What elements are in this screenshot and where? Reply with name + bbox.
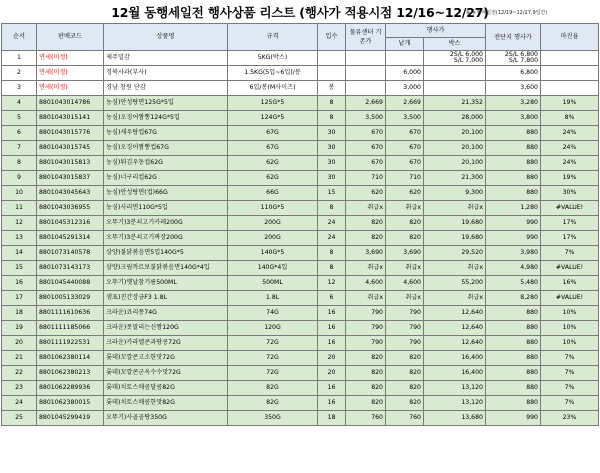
cell-dist-price: 620 xyxy=(346,186,386,201)
cell-no: 4 xyxy=(2,96,37,111)
cell-qty: 16 xyxy=(318,306,346,321)
cell-qty: 16 xyxy=(318,336,346,351)
table-row xyxy=(2,96,599,111)
cell-dist-price: 790 xyxy=(346,306,386,321)
cell-no: 18 xyxy=(2,306,37,321)
table-row xyxy=(2,291,599,306)
cell-spec: 1.8L xyxy=(228,291,318,306)
cell-code: 8801043015813 xyxy=(37,156,104,171)
cell-margin: 23% xyxy=(541,411,599,426)
cell-flyer-price: 2S/L 6,800 S/L 7,800 xyxy=(486,51,541,66)
cell-qty: 24 xyxy=(318,216,346,231)
cell-box-price: 19,680 xyxy=(424,216,486,231)
cell-name: 농심)새우탕컵67G xyxy=(104,126,228,141)
title-bar xyxy=(0,0,600,22)
cell-dist-price xyxy=(346,51,386,66)
cell-spec: 5KG(박스) xyxy=(228,51,318,66)
cell-code: 8801111185066 xyxy=(37,321,104,336)
cell-qty xyxy=(318,66,346,81)
table-row xyxy=(2,156,599,171)
cell-flyer-price: 880 xyxy=(486,186,541,201)
cell-flyer-price: 880 xyxy=(486,156,541,171)
table-row xyxy=(2,126,599,141)
cell-flyer-price: 990 xyxy=(486,216,541,231)
cell-spec: 67G xyxy=(228,141,318,156)
cell-box-price: 21,300 xyxy=(424,171,486,186)
cell-margin: 24% xyxy=(541,141,599,156)
cell-name: 롯데)꼬깔콘군옥수수맛72G xyxy=(104,366,228,381)
cell-no: 23 xyxy=(2,381,37,396)
cell-dist-price: 820 xyxy=(346,396,386,411)
cell-no: 21 xyxy=(2,351,37,366)
table-row xyxy=(2,81,599,96)
cell-margin xyxy=(541,66,599,81)
cell-no: 6 xyxy=(2,126,37,141)
cell-margin: 7% xyxy=(541,366,599,381)
table-row xyxy=(2,171,599,186)
table-row xyxy=(2,231,599,246)
cell-flyer-price: 5,480 xyxy=(486,276,541,291)
header-dist-price: 물류센터 기존가 xyxy=(346,24,386,51)
cell-each-price: 820 xyxy=(386,366,424,381)
cell-margin: 10% xyxy=(541,336,599,351)
cell-name: 농심)안성탕면125G*5입 xyxy=(104,96,228,111)
cell-name: 경남 창원 단감 xyxy=(104,81,228,96)
cell-flyer-price: 3,280 xyxy=(486,96,541,111)
cell-name: 농심)너구리컵62G xyxy=(104,171,228,186)
cell-box-price: 13,680 xyxy=(424,411,486,426)
cell-name: 농심)사리면110G*5입 xyxy=(104,201,228,216)
header-box: 박스 xyxy=(424,38,486,51)
cell-flyer-price: 4,980 xyxy=(486,261,541,276)
cell-flyer-price: 990 xyxy=(486,231,541,246)
cell-dist-price: 820 xyxy=(346,231,386,246)
cell-code: 면세(미정) xyxy=(37,81,104,96)
cell-qty: 16 xyxy=(318,321,346,336)
header-no: 순서 xyxy=(2,24,37,51)
cell-no: 17 xyxy=(2,291,37,306)
table-row xyxy=(2,111,599,126)
cell-code: 8801111610636 xyxy=(37,306,104,321)
cell-each-price: 820 xyxy=(386,351,424,366)
cell-spec: 350G xyxy=(228,411,318,426)
table-row xyxy=(2,411,599,426)
cell-box-price: 20,100 xyxy=(424,126,486,141)
cell-box-price: 취급x xyxy=(424,201,486,216)
cell-code: 8801062380114 xyxy=(37,351,104,366)
cell-qty: 30 xyxy=(318,171,346,186)
cell-dist-price: 취급x xyxy=(346,291,386,306)
cell-box-price: 취급x xyxy=(424,261,486,276)
cell-margin: 10% xyxy=(541,321,599,336)
cell-code: 8801045312316 xyxy=(37,216,104,231)
cell-name: 농심)오징어짬뽕124G*5입 xyxy=(104,111,228,126)
cell-flyer-price: 880 xyxy=(486,306,541,321)
cell-spec: 200G xyxy=(228,231,318,246)
cell-each-price: 790 xyxy=(386,336,424,351)
cell-code: 8801043015141 xyxy=(37,111,104,126)
cell-qty: 12 xyxy=(318,276,346,291)
cell-name: 오뚜기)옛날참기름500ML xyxy=(104,276,228,291)
cell-no: 2 xyxy=(2,66,37,81)
cell-flyer-price: 880 xyxy=(486,126,541,141)
header-margin: 마진율 xyxy=(541,24,599,51)
table-row xyxy=(2,336,599,351)
cell-code: 8801073143173 xyxy=(37,261,104,276)
cell-qty: 30 xyxy=(318,141,346,156)
cell-spec: 82G xyxy=(228,396,318,411)
cell-spec: 124G*5 xyxy=(228,111,318,126)
cell-margin xyxy=(541,81,599,96)
cell-margin: 7% xyxy=(541,351,599,366)
table-row xyxy=(2,201,599,216)
cell-each-price: 취급x xyxy=(386,291,424,306)
cell-code: 8801045440088 xyxy=(37,276,104,291)
cell-spec: 66G xyxy=(228,186,318,201)
cell-dist-price: 670 xyxy=(346,126,386,141)
cell-each-price: 760 xyxy=(386,411,424,426)
table-row xyxy=(2,186,599,201)
cell-code: 8801045299419 xyxy=(37,411,104,426)
cell-spec: 82G xyxy=(228,381,318,396)
cell-code: 8801043015776 xyxy=(37,126,104,141)
cell-name: 경북사과(부사) xyxy=(104,66,228,81)
cell-code: 8801062380213 xyxy=(37,366,104,381)
cell-spec: 120G xyxy=(228,321,318,336)
cell-flyer-price: 880 xyxy=(486,321,541,336)
cell-box-price: 12,640 xyxy=(424,306,486,321)
cell-no: 9 xyxy=(2,171,37,186)
cell-name: 농심)안성탕면(컵)66G xyxy=(104,186,228,201)
cell-qty: 봉 xyxy=(318,81,346,96)
cell-margin: 7% xyxy=(541,381,599,396)
cell-dist-price: 710 xyxy=(346,171,386,186)
cell-code: 8801073140578 xyxy=(37,246,104,261)
cell-flyer-price: 3,600 xyxy=(486,81,541,96)
cell-flyer-price: 880 xyxy=(486,366,541,381)
cell-name: 샘표)진간장금F3 1.8L xyxy=(104,291,228,306)
cell-each-price: 670 xyxy=(386,141,424,156)
cell-margin: 16% xyxy=(541,276,599,291)
table-row xyxy=(2,261,599,276)
cell-box-price: 13,120 xyxy=(424,381,486,396)
cell-name: 오뚜기)3분쇠고기짜장200G xyxy=(104,231,228,246)
cell-qty: 8 xyxy=(318,261,346,276)
cell-box-price: 19,680 xyxy=(424,231,486,246)
cell-each-price: 6,000 xyxy=(386,66,424,81)
cell-spec: 1.5KG(5입~6입)/봉 xyxy=(228,66,318,81)
cell-dist-price: 670 xyxy=(346,141,386,156)
table-row xyxy=(2,216,599,231)
cell-dist-price xyxy=(346,66,386,81)
table-row xyxy=(2,141,599,156)
table-row xyxy=(2,351,599,366)
cell-dist-price: 3,690 xyxy=(346,246,386,261)
cell-box-price: 29,520 xyxy=(424,246,486,261)
cell-each-price: 4,600 xyxy=(386,276,424,291)
header-name: 상품명 xyxy=(104,24,228,51)
table-row xyxy=(2,246,599,261)
cell-margin: #VALUE! xyxy=(541,201,599,216)
cell-no: 5 xyxy=(2,111,37,126)
cell-each-price: 670 xyxy=(386,126,424,141)
cell-dist-price: 취급x xyxy=(346,261,386,276)
cell-box-price: 21,352 xyxy=(424,96,486,111)
cell-flyer-price: 880 xyxy=(486,336,541,351)
cell-no: 10 xyxy=(2,186,37,201)
cell-no: 11 xyxy=(2,201,37,216)
cell-no: 13 xyxy=(2,231,37,246)
cell-each-price: 3,690 xyxy=(386,246,424,261)
cell-no: 8 xyxy=(2,156,37,171)
cell-flyer-price: 3,980 xyxy=(486,246,541,261)
cell-dist-price: 670 xyxy=(346,156,386,171)
cell-no: 25 xyxy=(2,411,37,426)
table-row xyxy=(2,51,599,66)
cell-spec: 110G*5 xyxy=(228,201,318,216)
cell-no: 16 xyxy=(2,276,37,291)
cell-margin: 24% xyxy=(541,156,599,171)
cell-each-price: 2,669 xyxy=(386,96,424,111)
table-row xyxy=(2,66,599,81)
cell-code: 8801111922531 xyxy=(37,336,104,351)
cell-flyer-price: 880 xyxy=(486,381,541,396)
cell-box-price: 20,100 xyxy=(424,141,486,156)
cell-no: 15 xyxy=(2,261,37,276)
cell-dist-price: 790 xyxy=(346,321,386,336)
cell-qty: 20 xyxy=(318,366,346,381)
cell-spec: 67G xyxy=(228,126,318,141)
cell-code: 면세(미정) xyxy=(37,51,104,66)
cell-margin: 8% xyxy=(541,111,599,126)
cell-code: 8801005133029 xyxy=(37,291,104,306)
cell-flyer-price: 8,280 xyxy=(486,291,541,306)
cell-margin: 19% xyxy=(541,171,599,186)
cell-name: 삼양)불닭볶음면5입140G*5 xyxy=(104,246,228,261)
cell-no: 24 xyxy=(2,396,37,411)
cell-box-price: 16,400 xyxy=(424,366,486,381)
cell-spec: 140G*4입 xyxy=(228,261,318,276)
cell-box-price: 2S/L 6,000 S/L 7,000 xyxy=(424,51,486,66)
cell-margin: #VALUE! xyxy=(541,261,599,276)
cell-no: 20 xyxy=(2,336,37,351)
cell-code: 8801043015745 xyxy=(37,141,104,156)
cell-each-price: 820 xyxy=(386,381,424,396)
cell-margin xyxy=(541,51,599,66)
cell-flyer-price: 6,800 xyxy=(486,66,541,81)
cell-qty: 8 xyxy=(318,246,346,261)
cell-no: 14 xyxy=(2,246,37,261)
cell-qty: 16 xyxy=(318,381,346,396)
cell-each-price: 790 xyxy=(386,321,424,336)
cell-box-price: 12,640 xyxy=(424,321,486,336)
cell-each-price: 710 xyxy=(386,171,424,186)
cell-name: 농심)튀김우동컵62G xyxy=(104,156,228,171)
cell-code: 8801045291314 xyxy=(37,231,104,246)
cell-spec: 6입/봉(M사이즈) xyxy=(228,81,318,96)
cell-name: 롯데)꼬깔콘고소한맛72G xyxy=(104,351,228,366)
cell-box-price: 16,400 xyxy=(424,351,486,366)
cell-qty: 30 xyxy=(318,126,346,141)
cell-name: 크라운)죠리퐁74G xyxy=(104,306,228,321)
cell-flyer-price: 990 xyxy=(486,411,541,426)
cell-dist-price xyxy=(346,81,386,96)
cell-each-price: 취급x xyxy=(386,261,424,276)
cell-spec: 74G xyxy=(228,306,318,321)
cell-spec: 62G xyxy=(228,156,318,171)
header-event-price: 행사가 xyxy=(386,24,486,38)
cell-code: 8801043036955 xyxy=(37,201,104,216)
cell-dist-price: 820 xyxy=(346,381,386,396)
cell-spec: 200G xyxy=(228,216,318,231)
header-row-top xyxy=(2,24,599,38)
cell-each-price: 790 xyxy=(386,306,424,321)
cell-name: 삼양)크림까르보불닭볶음면140G*4입 xyxy=(104,261,228,276)
cell-box-price: 28,000 xyxy=(424,111,486,126)
cell-name: 롯데)치토스매콤한맛82G xyxy=(104,396,228,411)
cell-dist-price: 820 xyxy=(346,351,386,366)
cell-flyer-price: 3,800 xyxy=(486,111,541,126)
header-flyer-price: 전단지 행사가 xyxy=(486,24,541,51)
cell-name: 크라운)카라멜콘과땅콩72G xyxy=(104,336,228,351)
cell-qty: 8 xyxy=(318,111,346,126)
cell-box-price: 9,300 xyxy=(424,186,486,201)
cell-box-price xyxy=(424,66,486,81)
cell-name: 오뚜기)3분쇠고기카레200G xyxy=(104,216,228,231)
cell-each-price: 취급x xyxy=(386,201,424,216)
cell-code: 8801062380015 xyxy=(37,396,104,411)
cell-each-price xyxy=(386,51,424,66)
cell-qty: 18 xyxy=(318,411,346,426)
header-code: 판매코드 xyxy=(37,24,104,51)
cell-qty: 24 xyxy=(318,231,346,246)
cell-margin: 10% xyxy=(541,306,599,321)
cell-each-price: 3,500 xyxy=(386,111,424,126)
cell-spec: 500ML xyxy=(228,276,318,291)
cell-spec: 140G*5 xyxy=(228,246,318,261)
cell-box-price: 55,200 xyxy=(424,276,486,291)
cell-box-price: 12,640 xyxy=(424,336,486,351)
cell-box-price: 13,120 xyxy=(424,396,486,411)
page-title: 12월 동행세일전 행사상품 리스트 (행사가 적용시점 12/16~12/27) xyxy=(111,5,489,20)
cell-margin: 7% xyxy=(541,396,599,411)
header-each: 낱개 xyxy=(386,38,424,51)
cell-margin: 17% xyxy=(541,216,599,231)
cell-dist-price: 820 xyxy=(346,216,386,231)
header-qty: 입수 xyxy=(318,24,346,51)
cell-code: 면세(미정) xyxy=(37,66,104,81)
cell-margin: 24% xyxy=(541,126,599,141)
product-table xyxy=(1,23,599,426)
cell-spec: 72G xyxy=(228,351,318,366)
cell-name: 제주밀감 xyxy=(104,51,228,66)
cell-dist-price: 2,669 xyxy=(346,96,386,111)
cell-each-price: 820 xyxy=(386,396,424,411)
table-row xyxy=(2,396,599,411)
cell-box-price: 20,100 xyxy=(424,156,486,171)
cell-qty: 16 xyxy=(318,396,346,411)
cell-dist-price: 취급x xyxy=(346,201,386,216)
cell-flyer-price: 1,280 xyxy=(486,201,541,216)
cell-flyer-price: 880 xyxy=(486,396,541,411)
cell-qty: 15 xyxy=(318,186,346,201)
cell-qty: 20 xyxy=(318,351,346,366)
cell-each-price: 3,000 xyxy=(386,81,424,96)
cell-each-price: 820 xyxy=(386,231,424,246)
cell-box-price: 취급x xyxy=(424,291,486,306)
cell-code: 8801043045643 xyxy=(37,186,104,201)
cell-each-price: 670 xyxy=(386,156,424,171)
table-row xyxy=(2,381,599,396)
cell-qty: 8 xyxy=(318,96,346,111)
sale-period-note: ※ 동행세일전(12/19~12/27,9일간) xyxy=(466,10,548,16)
cell-no: 1 xyxy=(2,51,37,66)
table-row xyxy=(2,306,599,321)
cell-dist-price: 790 xyxy=(346,336,386,351)
cell-qty: 30 xyxy=(318,156,346,171)
cell-no: 7 xyxy=(2,141,37,156)
cell-flyer-price: 880 xyxy=(486,141,541,156)
cell-no: 22 xyxy=(2,366,37,381)
cell-dist-price: 4,600 xyxy=(346,276,386,291)
table-row xyxy=(2,321,599,336)
header-spec: 규격 xyxy=(228,24,318,51)
cell-margin: 19% xyxy=(541,96,599,111)
cell-margin: 17% xyxy=(541,231,599,246)
cell-margin: 7% xyxy=(541,246,599,261)
cell-no: 3 xyxy=(2,81,37,96)
cell-spec: 125G*5 xyxy=(228,96,318,111)
cell-spec: 72G xyxy=(228,336,318,351)
cell-spec: 62G xyxy=(228,171,318,186)
cell-spec: 72G xyxy=(228,366,318,381)
cell-no: 19 xyxy=(2,321,37,336)
table-row xyxy=(2,276,599,291)
cell-each-price: 620 xyxy=(386,186,424,201)
cell-name: 오뚜기)사골곰탕350G xyxy=(104,411,228,426)
cell-qty xyxy=(318,51,346,66)
cell-margin: 30% xyxy=(541,186,599,201)
cell-qty: 8 xyxy=(318,201,346,216)
cell-code: 8801043015837 xyxy=(37,171,104,186)
cell-margin: #VALUE! xyxy=(541,291,599,306)
cell-name: 크라운)못말리는신짱120G xyxy=(104,321,228,336)
cell-code: 8801062289936 xyxy=(37,381,104,396)
cell-code: 8801043014786 xyxy=(37,96,104,111)
cell-box-price xyxy=(424,81,486,96)
cell-dist-price: 820 xyxy=(346,366,386,381)
cell-dist-price: 3,500 xyxy=(346,111,386,126)
cell-dist-price: 760 xyxy=(346,411,386,426)
cell-name: 농심)오징어짬뽕컵67G xyxy=(104,141,228,156)
table-row xyxy=(2,366,599,381)
cell-each-price: 820 xyxy=(386,216,424,231)
cell-flyer-price: 880 xyxy=(486,351,541,366)
cell-qty: 6 xyxy=(318,291,346,306)
cell-name: 롯데)치토스매콤달콤82G xyxy=(104,381,228,396)
cell-no: 12 xyxy=(2,216,37,231)
cell-flyer-price: 880 xyxy=(486,171,541,186)
